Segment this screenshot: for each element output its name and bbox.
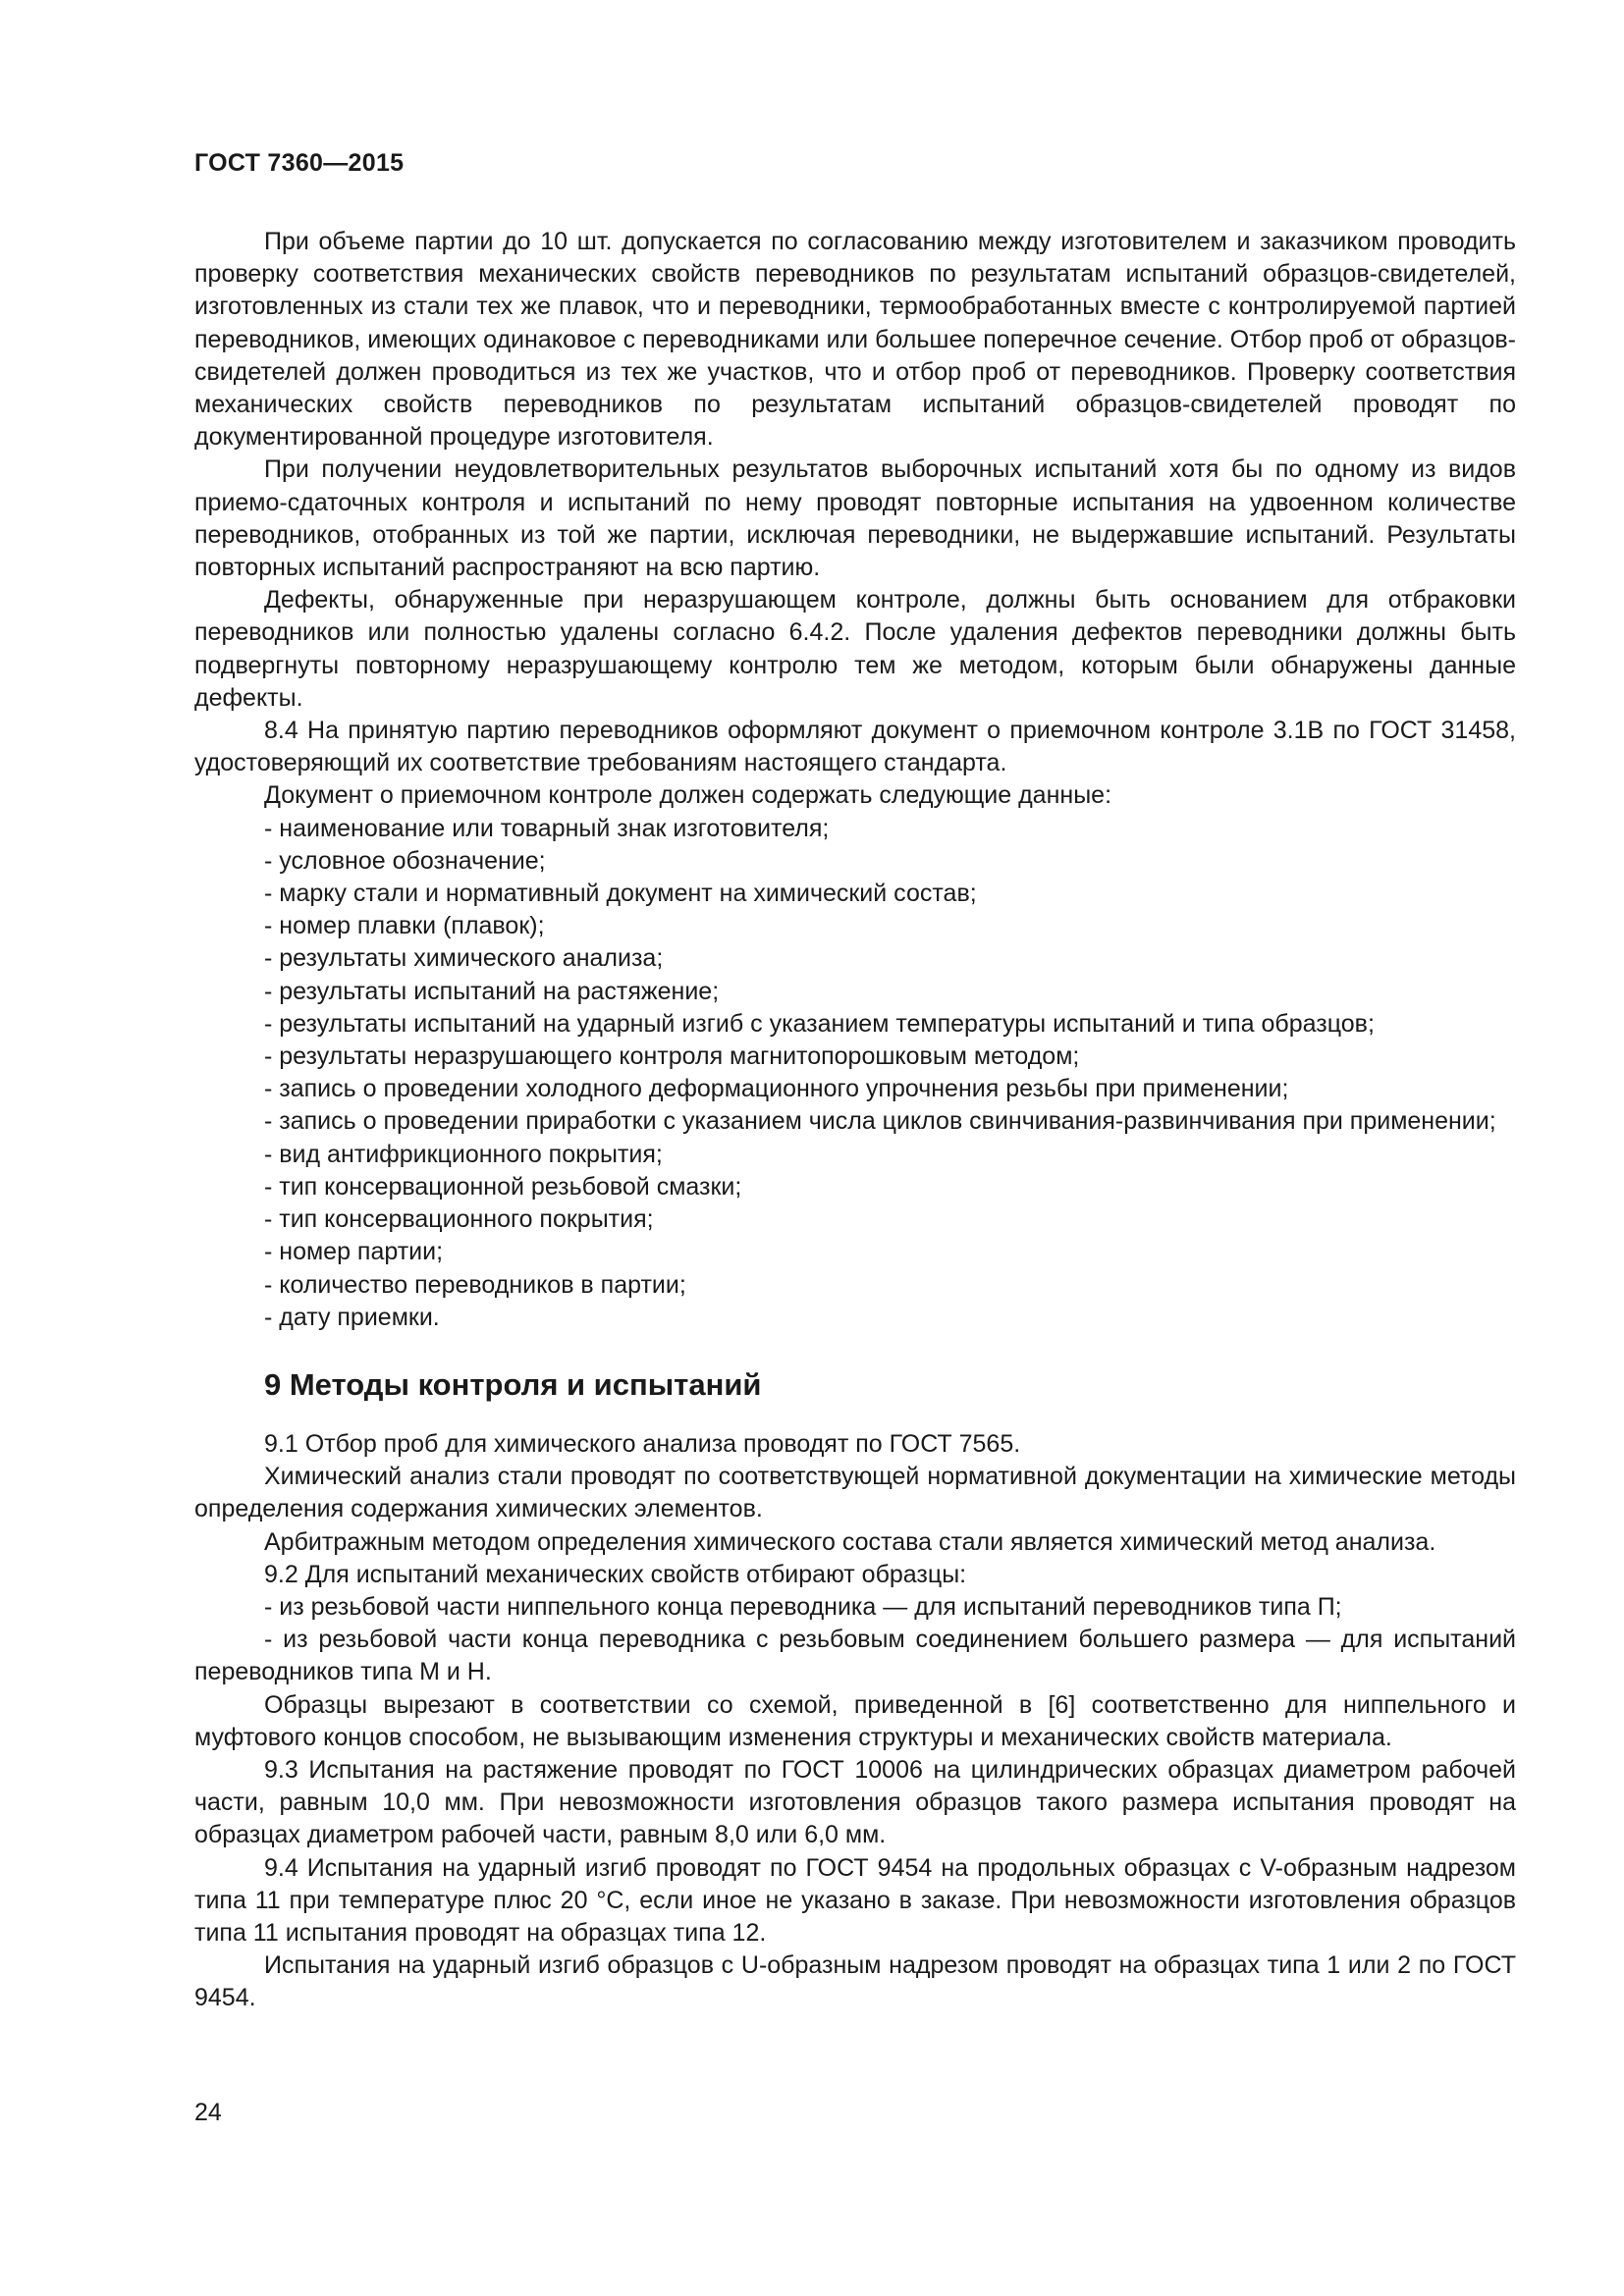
list-item: - из резьбовой части ниппельного конца переводника — для испытаний переводников типа П; <box>264 1592 1342 1621</box>
list-item: - дату приемки. <box>264 1303 440 1331</box>
list-item: - номер плавки (плавок); <box>264 912 545 940</box>
document-code-header: ГОСТ 7360—2015 <box>194 149 405 177</box>
list-item: - вид антифрикционного покрытия; <box>264 1140 663 1168</box>
list-item: - запись о проведении приработки с указанием числа циклов свинчивания-развинчивания при применении; <box>264 1107 1496 1136</box>
list-item: - запись о проведении холодного деформационного упрочнения резьбы при применении; <box>264 1075 1289 1103</box>
paragraph-u-notch: Испытания на ударный изгиб образцов с U-образным надрезом проводят на образцах типа 1 или 2 по ГОСТ 9454. <box>194 1951 1516 2012</box>
document-data-list <box>194 813 1516 1334</box>
paragraph-witness-samples: При объеме партии до 10 шт. допускается по согласованию между изготовителем и заказчиком проводить проверку соответствия механических свойств переводников по результатам испытаний образцов-свидетелей, изготовленных из стали тех же плавок, что и переводники, термообработанных вместе с контролируемой партией переводников, имеющих одинаковое с переводниками или большее поперечное сечение. Отбор проб от образцов-свидетелей должен проводиться из тех же участков, что и отбор проб от переводников. Проверку соответствия механических свойств переводников по результатам испытаний образцов-свидетелей проводят по документированной процедуре изготовителя. <box>194 228 1516 452</box>
list-item: - тип консервационной резьбовой смазки; <box>264 1172 742 1201</box>
paragraph-sample-cutting: Образцы вырезают в соответствии со схемой, приведенной в [6] соответственно для ниппельного и муфтового концов способом, не вызывающим изменения структуры и механических свойств материала. <box>194 1690 1516 1751</box>
paragraph-9-4: 9.4 Испытания на ударный изгиб проводят по ГОСТ 9454 на продольных образцах с V-образным надрезом типа 11 при температуре плюс 20 °С, если иное не указано в заказе. При невозможности изготовления образцов типа 11 испытания проводят на образцах типа 12. <box>194 1853 1516 1947</box>
paragraph-9-1: 9.1 Отбор проб для химического анализа проводят по ГОСТ 7565. <box>264 1429 1021 1458</box>
list-item: - результаты испытаний на ударный изгиб с указанием температуры испытаний и типа образцов; <box>264 1009 1375 1038</box>
list-item: - номер партии; <box>264 1238 444 1266</box>
list-item: - марку стали и нормативный документ на химический состав; <box>264 880 977 908</box>
section-9-heading: 9 Методы контроля и испытаний <box>264 1366 762 1402</box>
paragraph-document-content: Документ о приемочном контроле должен содержать следующие данные: <box>264 781 1112 810</box>
page-number: 24 <box>194 2099 222 2126</box>
page-content <box>194 226 1516 2015</box>
list-item: - результаты неразрушающего контроля магнитопорошковым методом; <box>264 1042 1080 1071</box>
list-item: - результаты испытаний на растяжение; <box>264 977 720 1005</box>
paragraph-retest: При получении неудовлетворительных результатов выборочных испытаний хотя бы по одному из видов приемо-сдаточных контроля и испытаний по нему проводят повторные испытания на удвоенном количестве переводников, отобранных из той же партии, исключая переводники, не выдержавшие испытаний. Результаты повторных испытаний распространяют на всю партию. <box>194 455 1516 582</box>
list-item: - условное обозначение; <box>264 846 546 875</box>
list-item: - из резьбовой части конца переводника с резьбовым соединением большего размера — для испытаний переводников типа М и Н. <box>194 1626 1516 1686</box>
list-item: - тип консервационного покрытия; <box>264 1205 654 1234</box>
paragraph-defects: Дефекты, обнаруженные при неразрушающем контроле, должны быть основанием для отбраковки переводников или полностью удалены согласно 6.4.2. После удаления дефектов переводники должны быть подвергнуты повторному неразрушающему контролю тем же методом, которым были обнаружены данные дефекты. <box>194 586 1516 712</box>
list-item: - результаты химического анализа; <box>264 944 664 973</box>
paragraph-arbitration-method: Арбитражным методом определения химического состава стали является химический метод анализа. <box>264 1527 1436 1556</box>
paragraph-8-4: 8.4 На принятую партию переводников оформляют документ о приемочном контроле 3.1В по ГОСТ 31458, удостоверяющий их соответствие требованиям настоящего стандарта. <box>194 717 1516 777</box>
list-item: - количество переводников в партии; <box>264 1270 686 1299</box>
paragraph-9-2: 9.2 Для испытаний механических свойств отбирают образцы: <box>264 1560 967 1588</box>
paragraph-chemical-analysis: Химический анализ стали проводят по соответствующей нормативной документации на химические методы определения содержания химических элементов. <box>194 1463 1516 1523</box>
list-item: - наименование или товарный знак изготовителя; <box>264 814 830 842</box>
paragraph-9-3: 9.3 Испытания на растяжение проводят по ГОСТ 10006 на цилиндрических образцах диаметром рабочей части, равным 10,0 мм. При невозможности изготовления образцов такого размера испытания проводят на образцах диаметром рабочей части, равным 8,0 или 6,0 мм. <box>194 1755 1516 1849</box>
